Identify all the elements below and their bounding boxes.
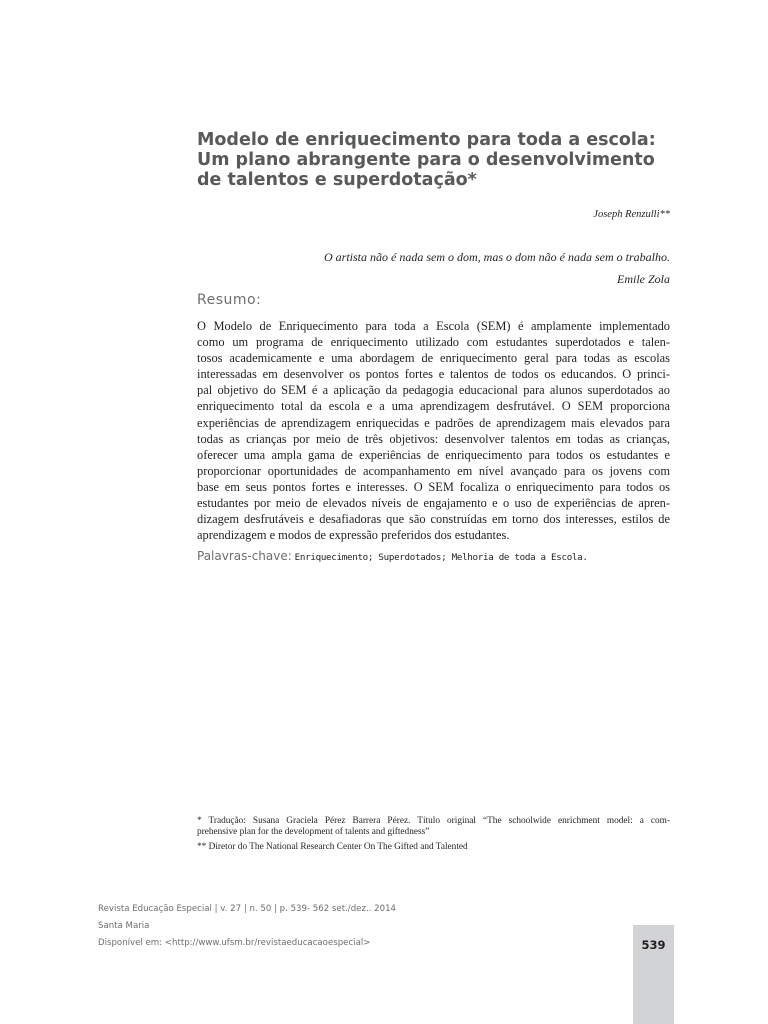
abstract-line: dizagem desfrutáveis e desafiadoras que são construídas em torno dos interesses, estilos de bbox=[197, 512, 670, 527]
abstract-line: como um programa de enriquecimento utilizado com estudantes superdotados e talen- bbox=[197, 335, 670, 350]
abstract-heading: Resumo: bbox=[197, 292, 262, 308]
abstract-line: todas as crianças por meio de três objetivos: desenvolver talentos em todas as crianças, bbox=[197, 431, 670, 446]
footnotes bbox=[197, 816, 670, 857]
footnote-author: ** Diretor do The National Research Center On The Gifted and Talented bbox=[197, 842, 468, 852]
abstract-line: tosos academicamente e uma abordagem de enriquecimento geral para todas as escolas bbox=[197, 351, 670, 366]
abstract-line: O Modelo de Enriquecimento para toda a Escola (SEM) é amplamente implementado bbox=[197, 319, 670, 333]
epigraph bbox=[324, 246, 670, 290]
title-line: Um plano abrangente para o desenvolvimento bbox=[197, 150, 655, 170]
epigraph-attribution: Emile Zola bbox=[617, 272, 670, 286]
abstract-line: aprendizagem e modos de expressão preferidos dos estudantes. bbox=[197, 528, 510, 543]
author-name: Joseph Renzulli** bbox=[593, 209, 670, 220]
journal-city: Santa Maria bbox=[98, 921, 150, 931]
title-line: Modelo de enriquecimento para toda a escola: bbox=[197, 130, 656, 150]
keywords-text: Enriquecimento; Superdotados; Melhoria de toda a Escola. bbox=[294, 552, 588, 563]
journal-url: Disponível em: <http://www.ufsm.br/revistaeducacaoespecial> bbox=[98, 938, 371, 948]
footnote-translation bbox=[197, 816, 670, 838]
page-number: 539 bbox=[641, 938, 666, 952]
title-line: de talentos e superdotação* bbox=[197, 170, 477, 190]
abstract-line: pal objetivo do SEM é a aplicação da pedagogia educacional para alunos superdotados ao bbox=[197, 383, 670, 398]
abstract-line: estudantes por meio de elevados níveis de engajamento e o uso de experiências de apren- bbox=[197, 496, 670, 511]
footnote-line: prehensive plan for the development of talents and giftedness” bbox=[197, 827, 430, 837]
abstract-body bbox=[197, 318, 670, 543]
journal-info bbox=[98, 901, 396, 952]
abstract-line: base em seus pontos fortes e interesses. O SEM focaliza o enriquecimento para todos os bbox=[197, 479, 670, 494]
epigraph-quote: O artista não é nada sem o dom, mas o dom não é nada sem o trabalho. bbox=[324, 250, 670, 264]
abstract-line: enriquecimento total da escola e a uma aprendizagem desfrutável. O SEM proporciona bbox=[197, 399, 670, 414]
abstract-line: oferecer uma ampla gama de experiências de enriquecimento para todos os estudantes e bbox=[197, 447, 670, 462]
keywords-label: Palavras-chave: bbox=[197, 549, 292, 563]
article-title bbox=[197, 130, 677, 190]
abstract-line: interessadas em desenvolver os pontos fortes e talentos de todos os educandos. O princi- bbox=[197, 367, 670, 382]
footnote-line: * Tradução: Susana Graciela Pérez Barrera Pérez. Título original “The schoolwide enrichment model: a com- bbox=[197, 816, 670, 826]
keywords bbox=[197, 549, 677, 563]
journal-citation: Revista Educação Especial | v. 27 | n. 50 | p. 539- 562 set./dez.. 2014 bbox=[98, 904, 397, 914]
abstract-line: experiências de aprendizagem enriquecidas e padrões de aprendizagem mais elevados para bbox=[197, 415, 670, 430]
abstract-line: proporcionar oportunidades de acompanhamento em nível avançado para os jovens com bbox=[197, 463, 670, 478]
